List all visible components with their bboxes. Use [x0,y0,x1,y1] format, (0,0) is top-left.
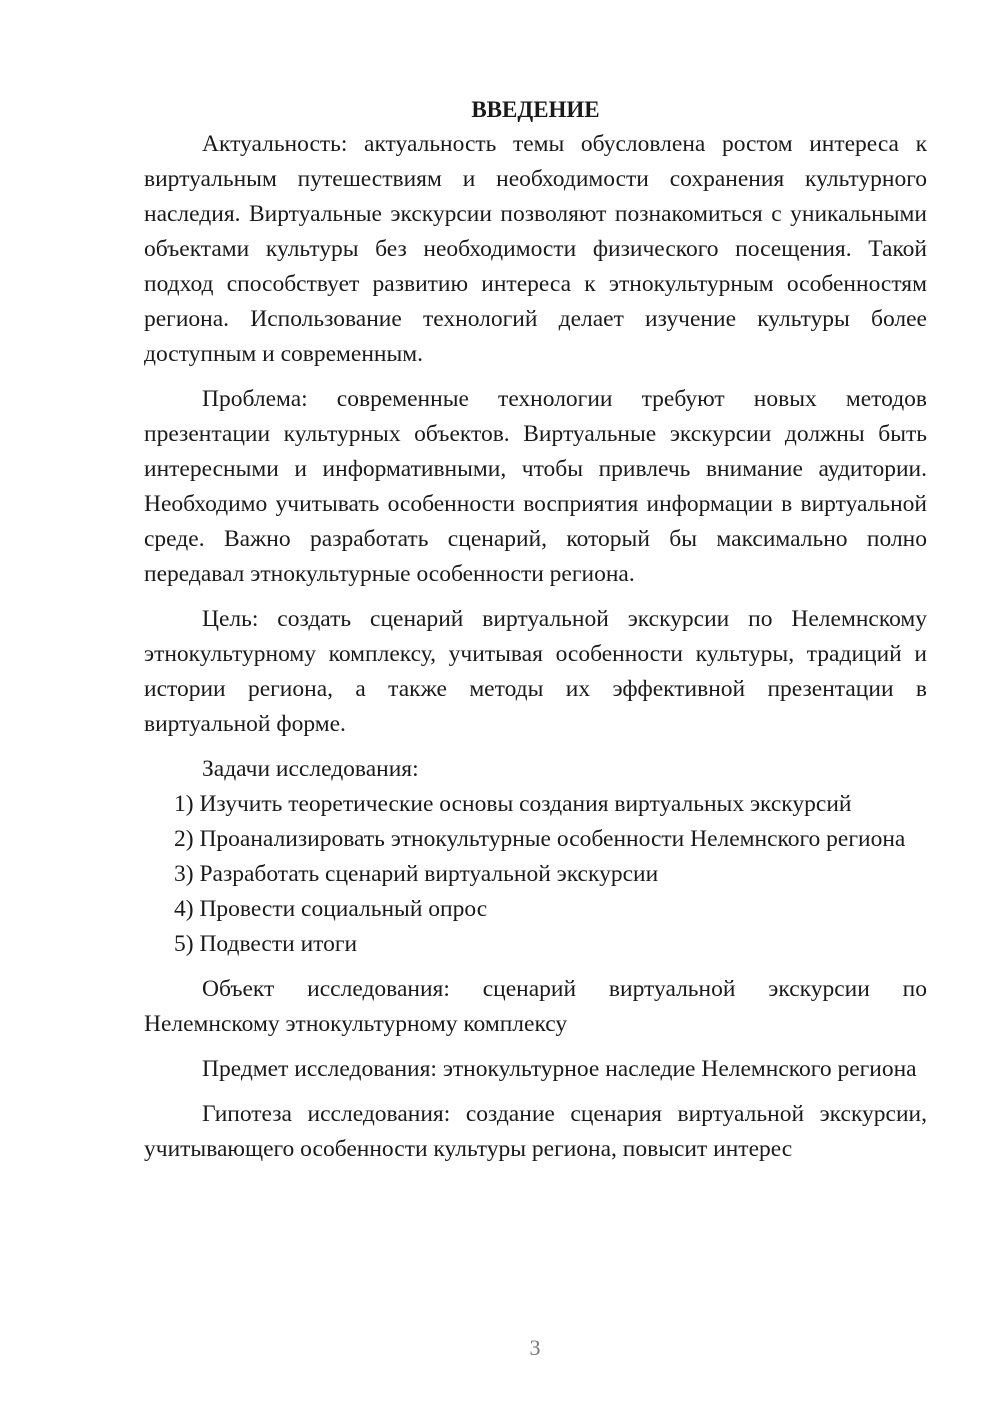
hypothesis-paragraph: Гипотеза исследования: создание сценария виртуальной экскурсии, учитывающего особенности культуры региона, повысит интерес [144,1101,927,1162]
problem-paragraph: Проблема: современные технологии требуют новых методов презентации культурных объектов. Виртуальные экскурсии должны быть интересными и информативными, чтобы привлечь внимание аудитории. Необходимо учитывать особенности восприятия информации в виртуальной среде. Важно разработать сценарий, который бы максимально полно передавал этнокультурные особенности региона. [144,386,927,587]
subject-paragraph: Предмет исследования: этнокультурное наследие Нелемнского региона [202,1056,917,1082]
task-item: 1) Изучить теоретические основы создания виртуальных экскурсий [174,791,852,817]
task-item: 3) Разработать сценарий виртуальной экскурсии [174,861,659,887]
section-heading: ВВЕДЕНИЕ [471,97,600,122]
document-body [144,92,927,1167]
object-paragraph: Объект исследования: сценарий виртуальной экскурсии по Нелемнскому этнокультурному комплексу [144,976,927,1037]
relevance-paragraph: Актуальность: актуальность темы обусловлена ростом интереса к виртуальным путешествиям и необходимости сохранения культурного наследия. Виртуальные экскурсии позволяют познакомиться с уникальными объектами культуры без необходимости физического посещения. Такой подход способствует развитию интереса к этнокультурным особенностям региона. Использование технологий делает изучение культуры более доступным и современным. [144,131,927,367]
task-item: 4) Провести социальный опрос [174,896,488,922]
goal-paragraph: Цель: создать сценарий виртуальной экскурсии по Нелемнскому этнокультурному комплексу, учитывая особенности культуры, традиций и истории региона, а также методы их эффективной презентации в виртуальной форме. [144,606,927,737]
tasks-title: Задачи исследования: [202,756,419,782]
page-number: 3 [529,1335,541,1360]
task-item: 2) Проанализировать этнокультурные особенности Нелемнского региона [174,826,906,852]
task-item: 5) Подвести итоги [174,931,358,957]
